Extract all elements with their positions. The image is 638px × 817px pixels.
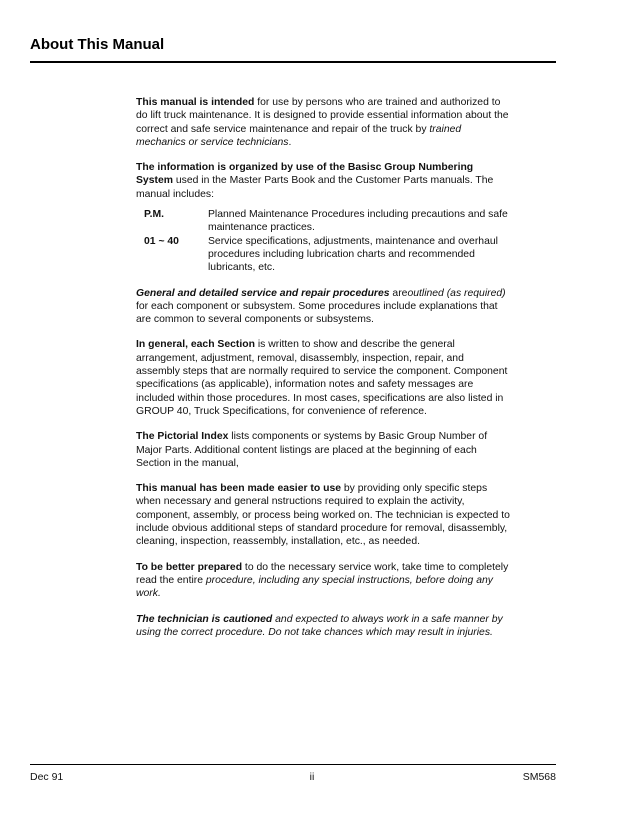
- emphasis-text: procedure, including any special instructions, before doing any work.: [136, 574, 493, 600]
- lead-text: The information is organized by use of the Basisc Group Numbering System: [136, 162, 474, 187]
- page-title: About This Manual: [30, 36, 165, 53]
- paragraph-easier-use: [136, 482, 510, 548]
- list-item: [136, 235, 510, 275]
- lead-text: This manual has been made easier to use: [136, 483, 342, 495]
- footer-page-number: ii: [309, 771, 315, 783]
- manual-body: [136, 96, 510, 651]
- list-term: P.M.: [144, 209, 165, 221]
- lead-text: General and detailed service and repair procedures: [136, 287, 390, 299]
- lead-text: In general, each Section: [136, 339, 255, 351]
- paragraph-prepared: [136, 561, 510, 601]
- lead-text: To be better prepared: [136, 561, 243, 573]
- lead-text: The technician is cautioned: [136, 613, 273, 625]
- lead-text: This manual is intended: [136, 97, 255, 108]
- list-term: 01 ~ 40: [144, 235, 179, 247]
- body-text: by providing only specific steps when necessary and general nstructions required to explain the activity, component, assembly, or process being worked on. The technician is expected to include obvious additional steps of standard procedure for removal, disassembly, cleaning, inspection, reassembly, installation, etc., as needed.: [136, 483, 510, 548]
- footer-date: Dec 91: [30, 771, 64, 783]
- body-text: used in the Master Parts Book and the Customer Parts manuals. The manual includes:: [136, 175, 494, 200]
- list-definition: Service specifications, adjustments, maintenance and overhaul procedures including lubrication charts and recommended lubricants, etc.: [208, 235, 498, 274]
- body-text: for use by persons who are trained and authorized to do lift truck maintenance. It is designed to provide essential information about the correct and safe service maintenance and repair of the truck by: [136, 97, 509, 135]
- body-text: for each component or subsystem. Some procedures include explanations that are common to several components or subsystems.: [136, 300, 498, 326]
- paragraph-procedures: [136, 287, 510, 327]
- body-text: is written to show and describe the general arrangement, adjustment, removal, disassembly, inspection, repair, and assembly steps that are normally required to service the component. Component specifications (as applicable), information notes and safety messages are included within those procedures. In most cases, specifications are also listed in GROUP 40, Truck Specifications, for convenience of reference.: [136, 339, 508, 417]
- list-item: [136, 208, 510, 235]
- paragraph-sections: [136, 338, 510, 418]
- body-text: are: [389, 287, 408, 299]
- emphasis-text: trained mechanics or service technicians: [136, 123, 462, 148]
- paragraph-pictorial-index: [136, 430, 510, 470]
- emphasis-text: and expected to always work in a safe manner by using the correct procedure. Do not take chances which may result in injuries.: [136, 613, 503, 638]
- paragraph-organization: [136, 161, 510, 201]
- lead-text: The Pictorial Index: [136, 431, 229, 443]
- body-text: to do the necessary service work, take time to completely read the entire: [136, 561, 509, 586]
- list-definition: Planned Maintenance Procedures including precautions and safe maintenance practices.: [208, 209, 508, 234]
- footer-divider: [30, 764, 556, 765]
- body-text: .: [288, 136, 292, 148]
- body-text: lists components or systems by Basic Group Number of Major Parts. Additional content listings are placed at the beginning of each Section in the manual,: [136, 431, 488, 469]
- title-divider: [30, 61, 556, 63]
- paragraph-caution: [136, 613, 510, 640]
- footer-manual-code: SM568: [522, 771, 556, 783]
- paragraph-intended-use: [136, 96, 510, 149]
- contents-list: [136, 208, 510, 274]
- emphasis-text: outlined (as required): [407, 287, 506, 299]
